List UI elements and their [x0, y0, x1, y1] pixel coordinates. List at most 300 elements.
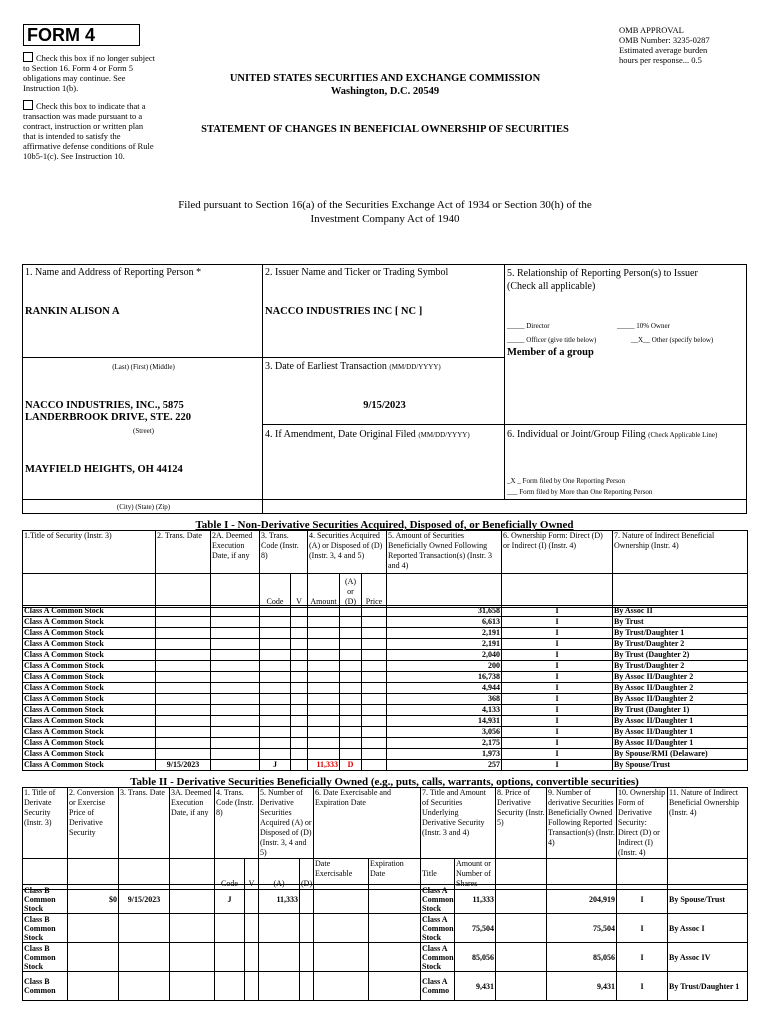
security-title-cell: Class A Common Stock	[23, 694, 156, 705]
trans-date-cell	[156, 683, 211, 694]
v-cell	[291, 705, 308, 716]
exercisable-cell	[314, 972, 369, 1001]
v-cell	[245, 943, 259, 972]
table1-row	[23, 760, 748, 771]
t1-sub-code: Code	[260, 574, 291, 608]
box3-label: 3. Date of Earliest Transaction	[265, 361, 387, 372]
trans-code-cell	[215, 914, 245, 943]
table1-row	[23, 639, 748, 650]
price-cell	[362, 716, 387, 727]
ownership-form-cell: I	[502, 738, 613, 749]
price-cell	[362, 760, 387, 771]
deemed-date-cell	[211, 694, 260, 705]
check-rule10b5-block	[23, 100, 155, 161]
check-section16-block	[23, 52, 155, 93]
box4-label-wrap	[265, 429, 470, 440]
trans-code-cell	[260, 727, 291, 738]
table1-row	[23, 683, 748, 694]
table1-row	[23, 650, 748, 661]
name-subcaption: (Last) (First) (Middle)	[112, 363, 175, 371]
nature-cell: By Assoc II/Daughter 2	[613, 683, 748, 694]
amount-cell	[308, 606, 340, 617]
filed-by-more-option[interactable]: ___ Form filed by More than One Reporting Person	[507, 488, 653, 496]
trans-code-cell: J	[215, 885, 245, 914]
table1-row	[23, 694, 748, 705]
omb-line-2: OMB Number: 3235-0287	[619, 35, 710, 45]
table2-row	[23, 914, 748, 943]
v-cell	[291, 628, 308, 639]
rule10b5-text: Check this box to indicate that a transaction was made pursuant to a contract, instruction or written plan that is intended to satisfy the affirmative defense conditions of Rule 10b5-1(c). See Instruction 10.	[23, 101, 154, 161]
nature-cell: By Trust/Daughter 1	[613, 628, 748, 639]
trans-date-cell	[156, 749, 211, 760]
deemed-date-cell	[211, 639, 260, 650]
owned-amount-cell: 1,973	[387, 749, 502, 760]
security-title-cell: Class A Common Stock	[23, 738, 156, 749]
table1-row	[23, 628, 748, 639]
box6-label-wrap	[507, 429, 745, 441]
amount-cell	[308, 683, 340, 694]
underlying-shares-cell: 85,056	[455, 943, 496, 972]
security-title-cell: Class A Common Stock	[23, 760, 156, 771]
t2-h-nature: 11. Nature of Indirect Beneficial Ownership (Instr. 4)	[668, 788, 748, 859]
ad-cell	[340, 606, 362, 617]
box3-format: (MM/DD/YYYY)	[389, 363, 441, 371]
deriv-nature-cell: By Trust/Daughter 1	[668, 972, 748, 1001]
security-title-cell: Class A Common Stock	[23, 672, 156, 683]
t2-h-exercisable: 6. Date Exercisable and Expiration Date	[314, 788, 421, 859]
deemed-date-cell	[211, 683, 260, 694]
t2-h-deriv-price: 8. Price of Derivative Security (Instr. 5)	[496, 788, 547, 859]
statement-title: STATEMENT OF CHANGES IN BENEFICIAL OWNERSHIP OF SECURITIES	[201, 124, 569, 135]
deriv-owned-cell: 75,504	[547, 914, 617, 943]
security-title-cell: Class A Common Stock	[23, 683, 156, 694]
disposed-cell	[300, 943, 314, 972]
trans-date-cell	[119, 914, 170, 943]
omb-approval	[619, 25, 749, 65]
t2-h-deemed: 3A. Deemed Execution Date, if any	[170, 788, 215, 859]
ad-cell	[340, 661, 362, 672]
deriv-price-cell	[496, 943, 547, 972]
earliest-transaction-date: 9/15/2023	[363, 400, 406, 411]
amount-cell	[308, 694, 340, 705]
director-option[interactable]: _____ Director	[507, 322, 550, 330]
box4-format: (MM/DD/YYYY)	[418, 431, 470, 439]
ad-cell	[340, 749, 362, 760]
other-option[interactable]: __X__ Other (specify below)	[631, 336, 714, 344]
ownership-form-cell: I	[502, 727, 613, 738]
deriv-owned-cell: 204,919	[547, 885, 617, 914]
owned-amount-cell: 31,658	[387, 606, 502, 617]
deriv-title-cell: Class B Common Stock	[23, 914, 68, 943]
deriv-nature-cell: By Assoc I	[668, 914, 748, 943]
expiration-cell	[369, 885, 421, 914]
box1-label: 1. Name and Address of Reporting Person *	[25, 267, 202, 278]
trans-date-cell	[156, 672, 211, 683]
filed-line-1: Filed pursuant to Section 16(a) of the Securities Exchange Act of 1934 or Section 30(h) of the	[178, 199, 592, 211]
t2-sub-expiration: Expiration Date	[369, 859, 421, 890]
owned-amount-cell: 2,191	[387, 639, 502, 650]
nature-cell: By Spouse/RMI (Delaware)	[613, 749, 748, 760]
table1-row	[23, 716, 748, 727]
expiration-cell	[369, 972, 421, 1001]
security-title-cell: Class A Common Stock	[23, 661, 156, 672]
amount-cell	[308, 650, 340, 661]
t1-sub-amount: Amount	[308, 574, 340, 608]
issuer-name: NACCO INDUSTRIES INC [ NC ]	[265, 306, 423, 317]
box4-label: 4. If Amendment, Date Original Filed	[265, 429, 416, 440]
filed-line-2: Investment Company Act of 1940	[310, 213, 460, 225]
price-cell	[362, 738, 387, 749]
box2-label: 2. Issuer Name and Ticker or Trading Symbol	[265, 267, 449, 278]
omb-line-4: hours per response... 0.5	[619, 55, 702, 65]
t2-h-underlying: 7. Title and Amount of Securities Underlying Derivative Security (Instr. 3 and 4)	[421, 788, 496, 859]
table1-title: Table I - Non-Derivative Securities Acquired, Disposed of, or Beneficially Owned	[195, 519, 574, 531]
t2-h-date: 3. Trans. Date	[119, 788, 170, 859]
reporting-person-name: RANKIN ALISON A	[25, 306, 120, 317]
trans-date-cell	[156, 694, 211, 705]
t2-sub-a: (A)	[259, 859, 300, 890]
t2-sub-title: Title	[421, 859, 455, 890]
trans-code-cell	[260, 628, 291, 639]
street-subcaption: (Street)	[133, 427, 154, 435]
city-subcaption: (City) (State) (Zip)	[116, 503, 171, 511]
underlying-shares-cell: 11,333	[455, 885, 496, 914]
amount-cell: 11,333	[308, 760, 340, 771]
t2-sub-shares: Amount or Number of Shares	[455, 859, 496, 890]
trans-code-cell	[260, 705, 291, 716]
trans-code-cell	[260, 661, 291, 672]
table2-body	[22, 884, 748, 1001]
amount-cell	[308, 738, 340, 749]
amount-cell	[308, 628, 340, 639]
t1-h-form: 6. Ownership Form: Direct (D) or Indirect (I) (Instr. 4)	[502, 531, 613, 574]
form-title: FORM 4	[23, 24, 140, 46]
conversion-price-cell	[68, 972, 119, 1001]
disposed-cell	[300, 914, 314, 943]
owned-amount-cell: 368	[387, 694, 502, 705]
amount-cell	[308, 727, 340, 738]
underlying-title-cell: Class A Common Stock	[422, 914, 454, 942]
deriv-title-cell: Class B Common	[23, 972, 68, 1001]
trans-code-cell	[260, 749, 291, 760]
table1-header	[22, 530, 748, 608]
exercisable-cell	[314, 885, 369, 914]
v-cell	[245, 885, 259, 914]
nature-cell: By Assoc II/Daughter 1	[613, 716, 748, 727]
ad-cell	[340, 672, 362, 683]
owned-amount-cell: 200	[387, 661, 502, 672]
ownership-form-cell: I	[502, 694, 613, 705]
owned-amount-cell: 4,133	[387, 705, 502, 716]
deemed-date-cell	[170, 943, 215, 972]
relationship-value: Member of a group	[507, 347, 594, 358]
v-cell	[291, 650, 308, 661]
t1-h-code: 3. Trans. Code (Instr. 8)	[260, 531, 308, 574]
box5-label	[507, 267, 745, 293]
nature-cell: By Trust (Daughter 1)	[613, 705, 748, 716]
t2-sub-exercisable: Date Exercisable	[314, 859, 369, 890]
v-cell	[291, 716, 308, 727]
v-cell	[291, 639, 308, 650]
trans-code-cell	[260, 738, 291, 749]
deemed-date-cell	[211, 727, 260, 738]
price-cell	[362, 683, 387, 694]
acquired-cell	[259, 943, 300, 972]
security-title-cell: Class A Common Stock	[23, 606, 156, 617]
table2-row	[23, 943, 748, 972]
conversion-price-cell: $0	[68, 885, 119, 914]
t1-h-securities: 4. Securities Acquired (A) or Disposed of (D) (Instr. 3, 4 and 5)	[308, 531, 387, 574]
table1-row	[23, 606, 748, 617]
v-cell	[245, 972, 259, 1001]
deemed-date-cell	[211, 661, 260, 672]
t2-h-price: 2. Conversion or Exercise Price of Derivative Security	[68, 788, 119, 859]
v-cell	[291, 760, 308, 771]
deemed-date-cell	[211, 650, 260, 661]
filed-by-one-option[interactable]: _X _ Form filed by One Reporting Person	[507, 477, 626, 485]
t2-h-title: 1. Title of Derivate Security (Instr. 3)	[23, 788, 68, 859]
price-cell	[362, 727, 387, 738]
trans-date-cell: 9/15/2023	[119, 885, 170, 914]
nature-cell: By Spouse/Trust	[613, 760, 748, 771]
box6-label: 6. Individual or Joint/Group Filing	[507, 429, 646, 440]
officer-option[interactable]: _____ Officer (give title below)	[507, 336, 597, 344]
nature-cell: By Assoc II	[613, 606, 748, 617]
ownership-form-cell: I	[502, 749, 613, 760]
t1-h-nature: 7. Nature of Indirect Beneficial Ownership (Instr. 4)	[613, 531, 748, 574]
deriv-price-cell	[496, 972, 547, 1001]
trans-code-cell	[260, 716, 291, 727]
address-line-2: LANDERBROOK DRIVE, STE. 220	[25, 412, 191, 423]
ad-cell	[340, 683, 362, 694]
ownership-form-cell: I	[502, 760, 613, 771]
agency-name: UNITED STATES SECURITIES AND EXCHANGE COMMISSION	[229, 73, 541, 84]
deriv-nature-cell: By Assoc IV	[668, 943, 748, 972]
v-cell	[291, 661, 308, 672]
expiration-cell	[369, 914, 421, 943]
table1-row	[23, 727, 748, 738]
t1-sub-ad: (A) or (D)	[340, 574, 362, 608]
deriv-owned-cell: 9,431	[547, 972, 617, 1001]
section16-checkbox[interactable]	[23, 52, 33, 62]
deemed-date-cell	[211, 672, 260, 683]
deriv-form-cell: I	[617, 885, 668, 914]
v-cell	[245, 914, 259, 943]
owned-amount-cell: 14,931	[387, 716, 502, 727]
trans-date-cell	[156, 650, 211, 661]
trans-code-cell	[260, 650, 291, 661]
v-cell	[291, 672, 308, 683]
expiration-cell	[369, 943, 421, 972]
filed-pursuant	[120, 198, 650, 226]
deemed-date-cell	[211, 716, 260, 727]
agency-city: Washington, D.C. 20549	[330, 86, 440, 97]
deriv-form-cell: I	[617, 914, 668, 943]
table2-header	[22, 787, 748, 890]
ad-cell	[340, 628, 362, 639]
box5-label-line1: 5. Relationship of Reporting Person(s) to Issuer	[507, 268, 698, 279]
t2-sub-d: (D)	[300, 859, 314, 890]
price-cell	[362, 705, 387, 716]
table2-row	[23, 885, 748, 914]
conversion-price-cell	[68, 914, 119, 943]
price-cell	[362, 749, 387, 760]
disposed-cell	[300, 972, 314, 1001]
ad-cell	[340, 617, 362, 628]
price-cell	[362, 606, 387, 617]
deriv-price-cell	[496, 885, 547, 914]
ownership-form-cell: I	[502, 617, 613, 628]
ad-cell	[340, 727, 362, 738]
table1-row	[23, 617, 748, 628]
trans-date-cell	[156, 617, 211, 628]
trans-date-cell	[156, 716, 211, 727]
t2-sub-v: V	[245, 859, 259, 890]
deemed-date-cell	[170, 972, 215, 1001]
exercisable-cell	[314, 914, 369, 943]
trans-date-cell	[156, 606, 211, 617]
amount-cell	[308, 639, 340, 650]
trans-date-cell	[119, 943, 170, 972]
info-boxes	[22, 264, 747, 514]
ownership-form-cell: I	[502, 716, 613, 727]
trans-date-cell	[156, 628, 211, 639]
trans-date-cell	[156, 727, 211, 738]
owned-amount-cell: 4,944	[387, 683, 502, 694]
acquired-cell	[259, 972, 300, 1001]
ownership-form-cell: I	[502, 628, 613, 639]
trans-code-cell	[260, 617, 291, 628]
nature-cell: By Trust/Daughter 2	[613, 661, 748, 672]
deriv-form-cell: I	[617, 972, 668, 1001]
t2-h-code: 4. Trans. Code (Instr. 8)	[215, 788, 259, 859]
ad-cell	[340, 650, 362, 661]
disposed-cell	[300, 885, 314, 914]
underlying-shares-cell: 75,504	[455, 914, 496, 943]
deriv-title-cell: Class B Common Stock	[23, 885, 68, 914]
nature-cell: By Trust/Daughter 2	[613, 639, 748, 650]
trans-code-cell: J	[260, 760, 291, 771]
owned-amount-cell: 3,056	[387, 727, 502, 738]
deriv-form-cell: I	[617, 943, 668, 972]
owned-amount-cell: 2,040	[387, 650, 502, 661]
trans-date-cell	[156, 705, 211, 716]
price-cell	[362, 628, 387, 639]
trans-date-cell: 9/15/2023	[156, 760, 211, 771]
deriv-title-cell: Class B Common Stock	[23, 943, 68, 972]
exercisable-cell	[314, 943, 369, 972]
trans-code-cell	[215, 972, 245, 1001]
v-cell	[291, 606, 308, 617]
security-title-cell: Class A Common Stock	[23, 650, 156, 661]
deriv-price-cell	[496, 914, 547, 943]
deemed-date-cell	[211, 628, 260, 639]
omb-line-1: OMB APPROVAL	[619, 25, 684, 35]
rule10b5-checkbox[interactable]	[23, 100, 33, 110]
t1-h-title: 1.Title of Security (Instr. 3)	[23, 531, 156, 574]
underlying-title-cell: Class A Common Stock	[422, 943, 454, 971]
ad-cell	[340, 694, 362, 705]
owned-amount-cell: 6,613	[387, 617, 502, 628]
trans-code-cell	[260, 639, 291, 650]
trans-date-cell	[119, 972, 170, 1001]
box3-label-wrap	[265, 361, 441, 372]
trans-code-cell	[260, 683, 291, 694]
table1-row	[23, 738, 748, 749]
security-title-cell: Class A Common Stock	[23, 716, 156, 727]
t1-h-amount: 5. Amount of Securities Beneficially Owned Following Reported Transaction(s) (Instr. 3 and 4)	[387, 531, 502, 574]
trans-date-cell	[156, 661, 211, 672]
t2-sub-code: Code	[215, 859, 245, 890]
nature-cell: By Trust (Daughter 2)	[613, 650, 748, 661]
security-title-cell: Class A Common Stock	[23, 749, 156, 760]
acquired-cell: 11,333	[259, 885, 300, 914]
nature-cell: By Assoc II/Daughter 1	[613, 727, 748, 738]
address-line-1: NACCO INDUSTRIES, INC., 5875	[25, 400, 184, 411]
acquired-cell	[259, 914, 300, 943]
price-cell	[362, 661, 387, 672]
deemed-date-cell	[170, 885, 215, 914]
security-title-cell: Class A Common Stock	[23, 628, 156, 639]
t1-h-date: 2. Trans. Date	[156, 531, 211, 574]
amount-cell	[308, 749, 340, 760]
ownership-form-cell: I	[502, 639, 613, 650]
table1-row	[23, 749, 748, 760]
security-title-cell: Class A Common Stock	[23, 617, 156, 628]
deemed-date-cell	[211, 705, 260, 716]
v-cell	[291, 727, 308, 738]
deriv-owned-cell: 85,056	[547, 943, 617, 972]
trans-date-cell	[156, 738, 211, 749]
table1-row	[23, 705, 748, 716]
price-cell	[362, 694, 387, 705]
ad-cell	[340, 639, 362, 650]
price-cell	[362, 639, 387, 650]
owned-amount-cell: 16,738	[387, 672, 502, 683]
v-cell	[291, 738, 308, 749]
trans-code-cell	[215, 943, 245, 972]
amount-cell	[308, 716, 340, 727]
owned-amount-cell: 2,191	[387, 628, 502, 639]
t1-sub-price: Price	[362, 574, 387, 608]
deemed-date-cell	[211, 760, 260, 771]
table2-row	[23, 972, 748, 1001]
ownership-form-cell: I	[502, 705, 613, 716]
ownership-form-cell: I	[502, 606, 613, 617]
box6-sub: (Check Applicable Line)	[648, 431, 718, 439]
ownership-form-cell: I	[502, 661, 613, 672]
deemed-date-cell	[211, 749, 260, 760]
t2-h-owned: 9. Number of derivative Securities Beneficially Owned Following Reported Transaction(s) (Instr. 4)	[547, 788, 617, 859]
address-city: MAYFIELD HEIGHTS, OH 44124	[25, 464, 183, 475]
underlying-shares-cell: 9,431	[455, 972, 496, 1001]
trans-code-cell	[260, 672, 291, 683]
underlying-title-cell: Class A Commo	[421, 972, 455, 1001]
nature-cell: By Assoc II/Daughter 2	[613, 672, 748, 683]
amount-cell	[308, 617, 340, 628]
security-title-cell: Class A Common Stock	[23, 705, 156, 716]
v-cell	[291, 694, 308, 705]
price-cell	[362, 617, 387, 628]
ten-percent-owner-option[interactable]: _____ 10% Owner	[617, 322, 670, 330]
amount-cell	[308, 672, 340, 683]
t2-h-form: 10. Ownership Form of Derivative Security: Direct (D) or Indirect (I) (Instr. 4)	[617, 788, 668, 859]
owned-amount-cell: 2,175	[387, 738, 502, 749]
t2-h-number: 5. Number of Derivative Securities Acquired (A) or Disposed of (D) (Instr. 3, 4 and 5)	[260, 788, 312, 857]
table1-row	[23, 672, 748, 683]
t1-h-deemed: 2A. Deemed Execution Date, if any	[211, 531, 260, 574]
price-cell	[362, 672, 387, 683]
